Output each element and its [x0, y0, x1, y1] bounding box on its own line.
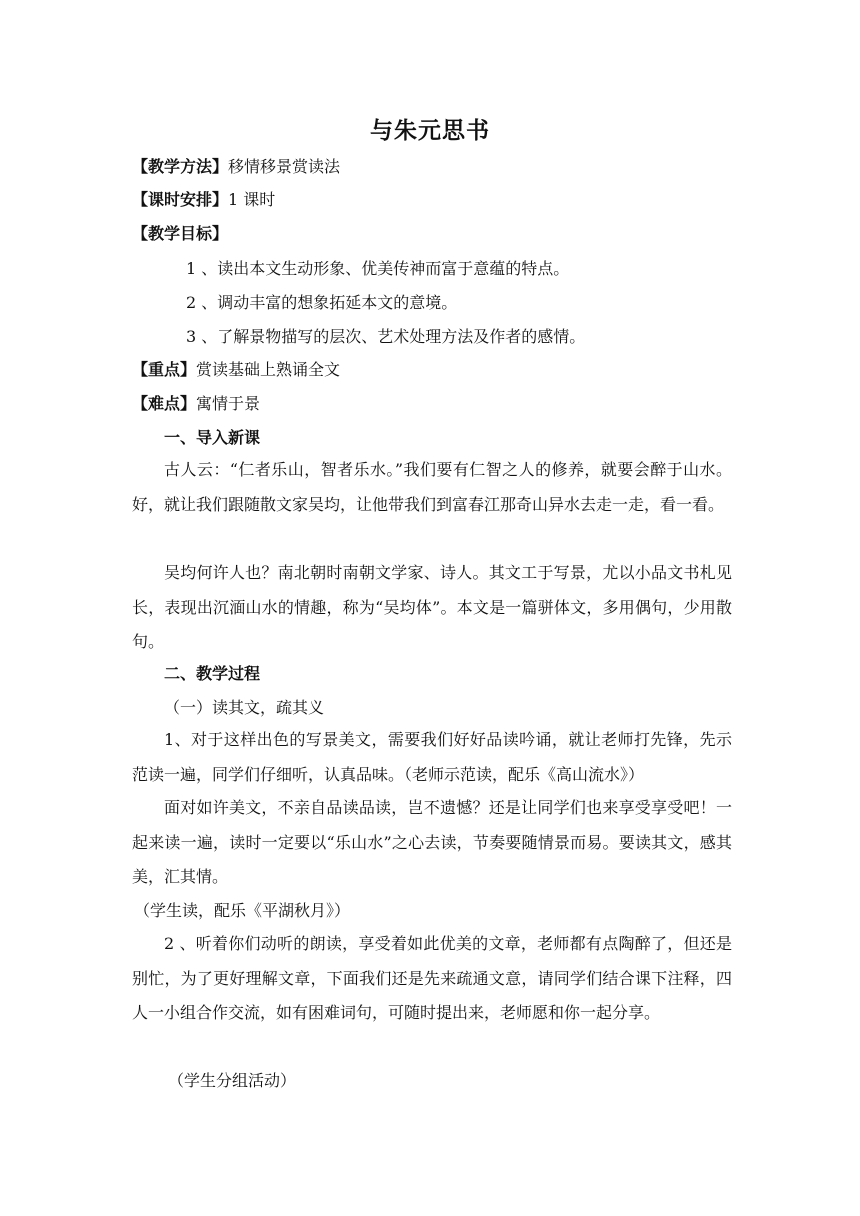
key-point-value: 赏读基础上熟诵全文 — [196, 360, 341, 379]
student-reading-note: （学生读，配乐《平湖秋月》） — [134, 901, 351, 920]
class-schedule-value: 1 课时 — [228, 190, 276, 209]
class-schedule-line — [132, 189, 275, 211]
teaching-goals-heading — [132, 223, 228, 245]
goal-item-3: 3 、了解景物描写的层次、艺术处理方法及作者的感情。 — [186, 327, 586, 346]
difficulty-value: 寓情于景 — [196, 394, 261, 413]
difficulty-label: 【难点】 — [132, 394, 197, 413]
subsection-heading-read: （一）读其文，疏其义 — [164, 698, 325, 717]
teaching-method-line — [132, 156, 340, 178]
teaching-goals-label: 【教学目标】 — [132, 224, 229, 243]
section-heading-intro: 一、导入新课 — [164, 428, 261, 447]
difficulty-line — [132, 393, 260, 415]
goal-item-2: 2 、调动丰富的想象拓延本文的意境。 — [186, 293, 458, 312]
teaching-method-value: 移情移景赏读法 — [228, 157, 341, 176]
key-point-label: 【重点】 — [132, 360, 197, 379]
class-schedule-label: 【课时安排】 — [132, 190, 229, 209]
paragraph-intro-1: 古人云：“仁者乐山，智者乐水。”我们要有仁智之人的修养，就要会醉于山水。好，就让我们跟随散文家吴均，让他带我们到富春江那奇山异水去走一走，看一看。 — [132, 460, 732, 514]
teaching-method-label: 【教学方法】 — [132, 157, 229, 176]
paragraph-process-1: 1、对于这样出色的写景美文，需要我们好好品读吟诵，就让老师打先锋，先示范读一遍，同学们仔细听，认真品味。（老师示范读，配乐《高山流水》） — [132, 730, 732, 784]
section-heading-process: 二、教学过程 — [164, 664, 261, 683]
paragraph-process-3: 2 、听着你们动听的朗读，享受着如此优美的文章，老师都有点陶醉了，但还是别忙，为了更好理解文章，下面我们还是先来疏通文意，请同学们结合课下注释，四人一小组合作交流，如有困难词句，可随时提出来，老师愿和你一起分享。 — [132, 934, 732, 1022]
key-point-line — [132, 359, 340, 381]
paragraph-process-2: 面对如许美文，不亲自品读品读，岂不遗憾？还是让同学们也来享受享受吧！一起来读一遍，读时一定要以“乐山水”之心去读，节奏要随情景而易。要读其文，感其美，汇其情。 — [132, 798, 732, 886]
paragraph-intro-2: 吴均何许人也？南北朝时南朝文学家、诗人。其文工于写景，尤以小品文书札见长，表现出沉湎山水的情趣，称为“吴均体”。本文是一篇骈体文，多用偶句，少用散句。 — [132, 563, 732, 651]
document-title: 与朱元思书 — [370, 118, 490, 144]
goal-item-1: 1 、读出本文生动形象、优美传神而富于意蕴的特点。 — [186, 259, 570, 278]
group-activity-note: （学生分组活动） — [168, 1071, 297, 1090]
